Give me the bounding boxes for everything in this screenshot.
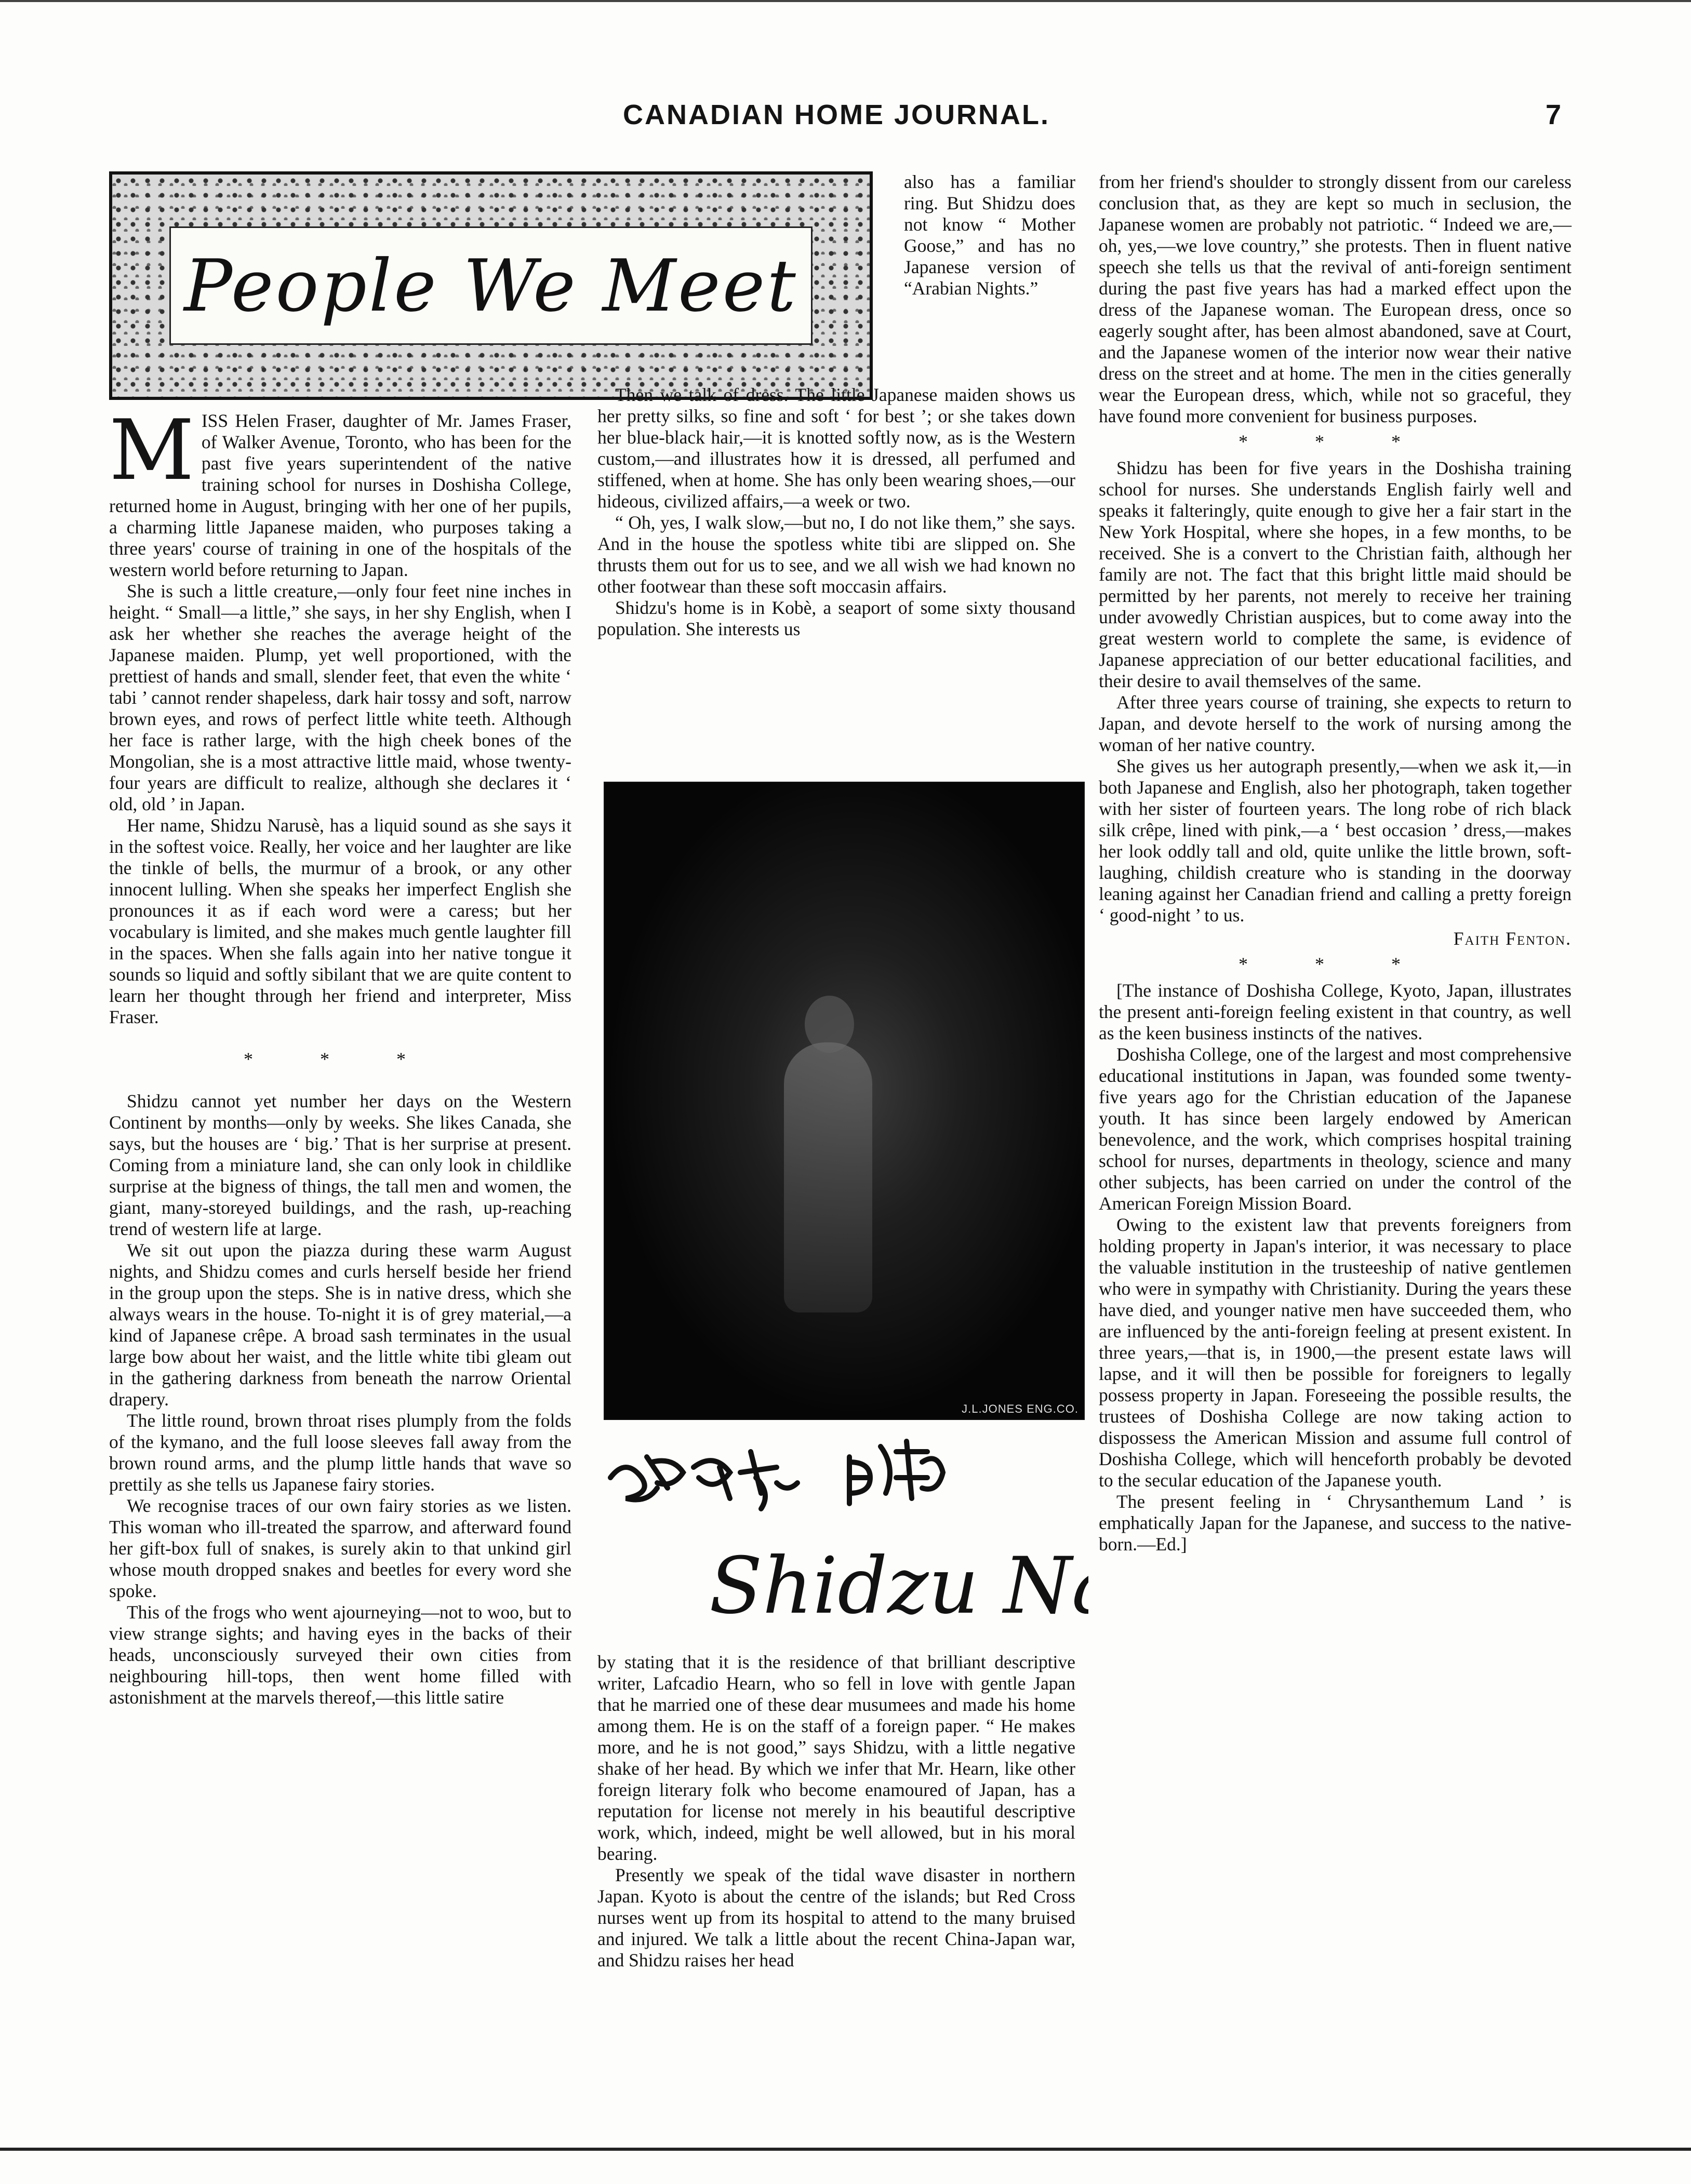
section-divider: * * *: [244, 1049, 437, 1069]
author-signature: Faith Fenton.: [1453, 928, 1572, 949]
paragraph: “ Oh, yes, I walk slow,—but no, I do not like them,” she says. And in the house the spotless white tibi are slipped on. She thrusts them out for us to see, and we all wish we had known no other footwear than these soft moccasin affairs.: [597, 512, 1075, 597]
autograph-drawing: [600, 1426, 1088, 1644]
paragraph: After three years course of training, she expects to return to Japan, and devote herself to the work of nursing among the woman of her native country.: [1099, 692, 1572, 755]
portrait-photograph: [604, 782, 1085, 1420]
running-title: CANADIAN HOME JOURNAL.: [623, 99, 1050, 130]
paragraph: Doshisha College, one of the largest and most comprehensive educational institutions in Japan, was founded some twenty-five years ago for the Christian education of the Japanese youth. It has since been largely endowed by American benevolence, and the work, which comprises hospital training school for nurses, departments in theology, science and many other subjects, has been carried on under the control of the American Foreign Mission Board.: [1099, 1044, 1572, 1214]
section-divider: * * *: [1239, 954, 1432, 974]
paragraph: The little round, brown throat rises plumply from the folds of the kymano, and the full loose sleeves fall away from the brown round arms, and the plump little hands that wave so prettily as she tells us Japanese fairy stories.: [109, 1410, 571, 1495]
paragraph: Then we talk of dress. The little Japanese maiden shows us her pretty silks, so fine and soft ‘ for best ’; or she takes down her blue-black hair,—it is knotted softly now, as is the Western custom,—and illustrates how it is dressed, all perfumed and stiffened, when at home. She has only been wearing shoes,—our hideous, civilized affairs,—a week or two.: [597, 384, 1075, 512]
paragraph: Presently we speak of the tidal wave disaster in northern Japan. Kyoto is about the centre of the islands; but Red Cross nurses went up from its hospital to attend to the many bruised and injured. We talk a little about the recent China-Japan war, and Shidzu raises her head: [597, 1865, 1075, 1971]
title-panel: [169, 226, 813, 345]
paragraph: The present feeling in ‘ Chrysanthemum Land ’ is emphatically Japan for the Japanese, and success to the native-born.—Ed.]: [1099, 1491, 1572, 1555]
paragraph-text: ISS Helen Fraser, daughter of Mr. James Fraser, of Walker Avenue, Toronto, who has been for the past five years superintendent of the native training school for nurses in Doshisha College, returned home in August, bringing with her one of her pupils, a charming little Japanese maiden, who purposes taking a three years' course of training in one of the hospitals of the western world before returning to Japan.: [109, 410, 571, 580]
paragraph: Owing to the existent law that prevents foreigners from holding property in Japan's interior, it was necessary to place the valuable institution in the trusteeship of native gentlemen who were in sympathy with Christianity. During the years these have died, and younger native men have succeeded them, who are influenced by the anti-foreign feeling at present existent. In three years,—that is, in 1900,—the present estate laws will lapse, and it will then be possible for foreigners to legally possess property in Japan. Foreseeing the possible results, the trustees of Doshisha College are now taking action to dispossess the American Mission and assume full control of Doshisha College, which will henceforth probably be devoted to the secular education of the Japanese youth.: [1099, 1214, 1572, 1491]
article-title: People We Meet: [184, 244, 798, 328]
page-header: [0, 99, 1691, 145]
paragraph: We recognise traces of our own fairy stories as we listen. This woman who ill-treated the sparrow, and afterward found her gift-box full of snakes, is surely akin to that unkind girl whose mouth dropped snakes and beetles for every word she spoke.: [109, 1495, 571, 1601]
column-3: [1099, 171, 1572, 1555]
paragraph: She is such a little creature,—only four feet nine inches in height. “ Small—a little,” she says, in her shy English, when I ask her whether she reaches the average height of the Japanese maiden. Plump, yet well proportioned, with the prettiest of hands and small, slender feet, that even the white ‘ tabi ’ cannot render shapeless, dark hair tossy and soft, narrow brown eyes, and rows of perfect little white teeth. Although her face is rather large, with the high cheek bones of the Mongolian, she is a most attractive little maid, whose twenty-four years are difficult to realize, although she declares it ‘ old, old ’ in Japan.: [109, 581, 571, 814]
paragraph: by stating that it is the residence of that brilliant descriptive writer, Lafcadio Hearn, who so fell in love with gentle Japan that he married one of these dear musumees and made his home among them. He is on the staff of a foreign paper. “ He makes more, and he is not good,” says Shidzu, with a little negative shake of her head. By which we infer that Mr. Hearn, like other foreign literary folk who become enamoured of Japan, has a reputation for license not merely in his beautiful descriptive work, which, indeed, might be well allowed, but in his moral bearing.: [597, 1652, 1075, 1864]
bottom-edge-rule: [0, 2148, 1691, 2151]
paragraph: She gives us her autograph presently,—when we ask it,—in both Japanese and English, also her photograph, taken together with her sister of fourteen years. The long robe of rich black silk crêpe, lined with pink,—a ‘ best occasion ’ dress,—makes her look oddly tall and old, quite unlike the little brown, soft-laughing, childish creature who is standing in the doorway leaning against her Canadian friend and calling a pretty foreign ‘ good-night ’ to us.: [1099, 756, 1572, 926]
column-1: [109, 401, 571, 1708]
top-edge-rule: [0, 0, 1691, 2]
paragraph: [The instance of Doshisha College, Kyoto, Japan, illustrates the present anti-foreign feeling existent in that country, as well as the keen business instincts of the natives.: [1099, 980, 1572, 1043]
paragraph: Shidzu cannot yet number her days on the Western Continent by months—only by weeks. She likes Canada, she says, but the houses are ‘ big.’ That is her surprise at present. Coming from a miniature land, she can only look in childlike surprise at the bigness of things, the tall men and women, the giant, many-storeyed buildings, and the rash, up-reaching trend of western life at large.: [109, 1091, 571, 1239]
drop-cap: M: [109, 401, 194, 499]
paragraph: Shidzu's home is in Kobè, a seaport of some sixty thousand population. She interests us: [597, 597, 1075, 639]
paragraph: from her friend's shoulder to strongly dissent from our careless conclusion that, as they are kept so much in seclusion, the Japanese women are probably not patriotic. “ Indeed we are,—oh, yes,—we love country,” she protests. Then in fluent native speech she tells us that the revival of anti-foreign sentiment during the past five years has had a marked effect upon the dress of the Japanese woman. The European dress, once so eagerly sought after, has been almost abandoned, save at Court, and the Japanese women of the interior now wear their native dress on the street and at home. The men in the cities generally wear the European dress, which, while not so graceful, they have found more convenient for business purposes.: [1099, 171, 1572, 426]
english-signature: Shidzu N: [709, 1541, 1072, 1631]
engraver-credit: J.L.JONES ENG.CO.: [962, 1402, 1078, 1415]
paragraph: also has a familiar ring. But Shidzu does not know “ Mother Goose,” and has no Japanese version of “Arabian Nights.”: [904, 171, 1075, 299]
paragraph: This of the frogs who went ajourneying—not to woo, but to view strange sights; and having eyes in the backs of their heads, unconsciously surveyed their own cities from neighbouring hill-tops, then went home filled with astonishment at the marvels thereof,—this little satire: [109, 1602, 571, 1708]
column-2-upper: [597, 384, 1075, 640]
figure-robe-silhouette: [784, 1042, 872, 1312]
column-2-lower: [597, 1652, 1075, 1971]
paragraph: Shidzu has been for five years in the Doshisha training school for nurses. She understands English fairly well and speaks it falteringly, quite enough to give her a fair start in the New York Hospital, where she hopes, in a few months, to be received. She is a convert to the Christian faith, although her family are not. The fact that this bright little maid should be permitted by her parents, not merely to receive her training under avowedly Christian auspices, but to come away into the great western world to complete the same, is evidence of Japanese appreciation of our better educational facilities, and their desire to avail themselves of the same.: [1099, 458, 1572, 691]
japanese-autograph: [610, 1441, 943, 1509]
paragraph: [109, 401, 571, 581]
paragraph: Her name, Shidzu Narusè, has a liquid sound as she says it in the softest voice. Really, her voice and her laughter are like the tinkle of bells, the murmur of a brook, or any other innocent lulling. When she speaks her imperfect English she pronounces it as if each word were a caress; but her vocabulary is limited, and she makes much gentle laughter fill in the spaces. When she falls again into her native tongue it sounds so liquid and softly sibilant that we are quite content to learn her thought through her friend and interpreter, Miss Fraser.: [109, 815, 571, 1027]
autograph: [600, 1426, 1088, 1644]
paragraph: We sit out upon the piazza during these warm August nights, and Shidzu comes and curls herself beside her friend in the group upon the steps. She is in native dress, which she always wears in the house. To-night it is of grey material,—a kind of Japanese crêpe. A broad sash terminates in the usual large bow about her waist, and the little white tibi gleam out in the gathering darkness from beneath the narrow Oriental drapery.: [109, 1240, 571, 1410]
page-number: 7: [1545, 99, 1561, 130]
ornamental-title-box: [109, 171, 873, 400]
section-divider: * * *: [1239, 431, 1432, 452]
column-2-upper-narrow: [904, 171, 1075, 299]
